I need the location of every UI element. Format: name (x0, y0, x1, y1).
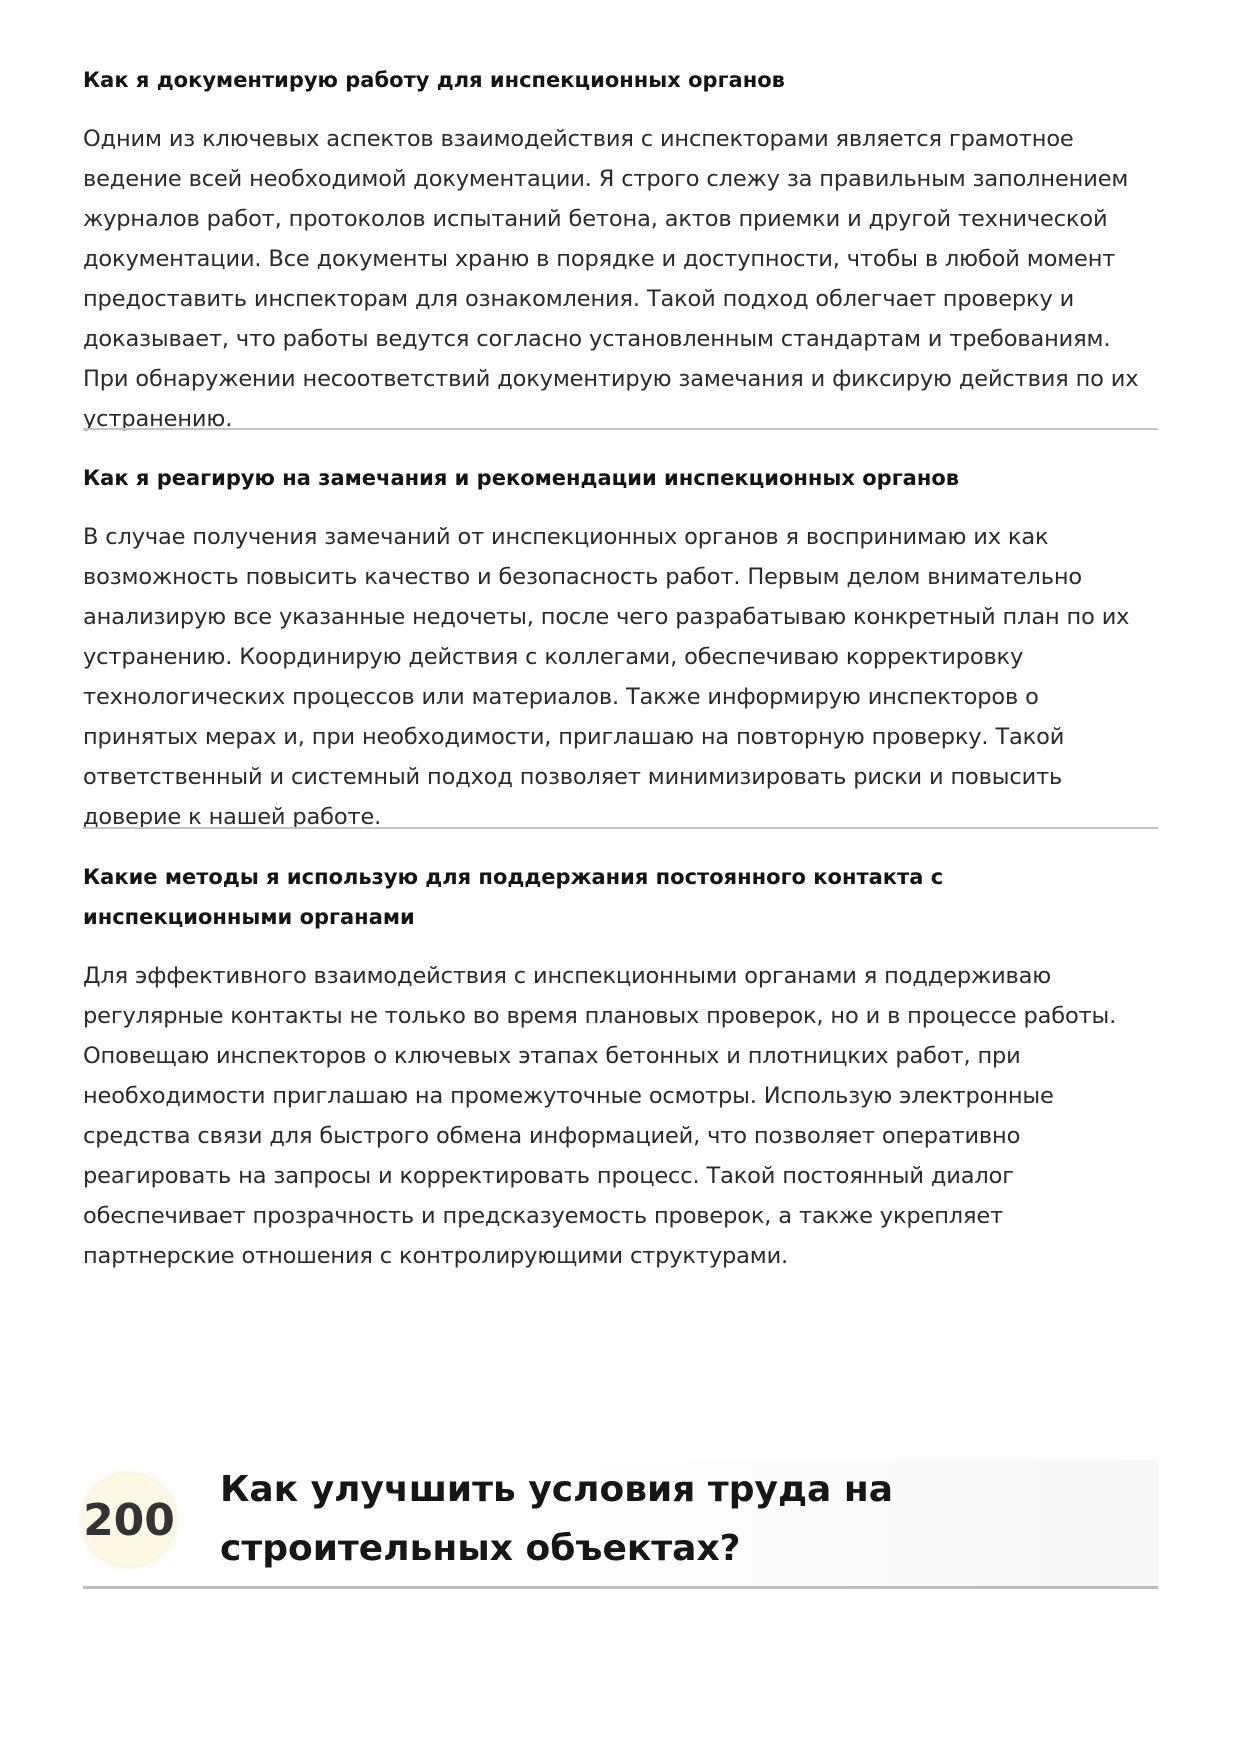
chapter-underline (83, 1586, 1158, 1589)
section-paragraph: Для эффективного взаимодействия с инспекционными органами я поддерживаю регулярные контакты не только во время плановых проверок, но и в процессе работы. Оповещаю инспекторов о ключевых этапах бетонных и плотницких работ, при необходимости приглашаю на промежуточные осмотры. Использую электронные средства связи для быстрого обмена информацией, что позволяет оперативно реагировать на запросы и корректировать процесс. Такой постоянный диалог обеспечивает прозрачность и предсказуемость проверок, а также укрепляет партнерские отношения с контролирующими структурами. (83, 963, 1117, 1269)
chapter-title: Как улучшить условия труда на строительных объектах? (220, 1469, 894, 1569)
chapter-header (83, 1460, 1158, 1586)
section-paragraph: Одним из ключевых аспектов взаимодействия с инспекторами является грамотное ведение всей необходимой документации. Я строго слежу за правильным заполнением журналов работ, протоколов испытаний бетона, актов приемки и другой технической документации. Все документы храню в порядке и доступности, чтобы в любой момент предоставить инспекторам для ознакомления. Такой подход облегчает проверку и доказывает, что работы ведутся согласно установленным стандартам и требованиям. При обнаружении несоответствий документирую замечания и фиксирую действия по их устранению. (83, 126, 1139, 432)
section-heading: Как я документирую работу для инспекционных органов (83, 68, 785, 92)
qa-section-remarks (83, 458, 1158, 837)
section-paragraph: В случае получения замечаний от инспекционных органов я воспринимаю их как возможность повысить качество и безопасность работ. Первым делом внимательно анализирую все указанные недочеты, после чего разрабатываю конкретный план по их устранению. Координирую действия с коллегами, обеспечиваю корректировку технологических процессов или материалов. Также информирую инспекторов о принятых мерах и, при необходимости, приглашаю на повторную проверку. Такой ответственный и системный подход позволяет минимизировать риски и повысить доверие к нашей работе. (83, 524, 1130, 830)
qa-section-contact-methods (83, 857, 1158, 1276)
section-divider (83, 428, 1158, 430)
chapter-number-badge: 200 (83, 1474, 175, 1566)
section-heading: Как я реагирую на замечания и рекомендации инспекционных органов (83, 466, 960, 490)
qa-section-documentation (83, 60, 1158, 439)
section-divider (83, 827, 1158, 829)
section-heading: Какие методы я использую для поддержания постоянного контакта с инспекционными органами (83, 865, 944, 929)
